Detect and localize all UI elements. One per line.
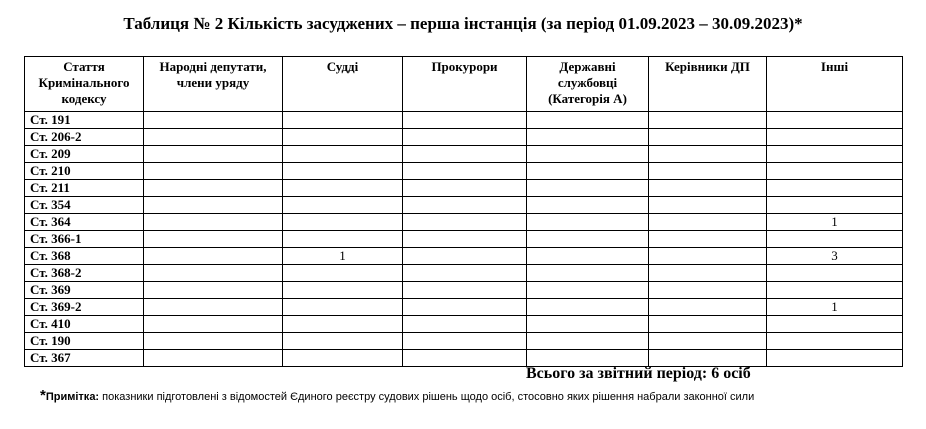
cell-others: 3 — [767, 248, 903, 265]
cell-judges — [283, 333, 403, 350]
cell-prosecutors — [403, 214, 527, 231]
cell-soe-heads — [649, 129, 767, 146]
cell-others — [767, 333, 903, 350]
cell-soe-heads — [649, 333, 767, 350]
column-header-judges: Судді — [283, 57, 403, 112]
cell-civil-servants — [527, 197, 649, 214]
cell-prosecutors — [403, 316, 527, 333]
cell-civil-servants — [527, 112, 649, 129]
cell-prosecutors — [403, 350, 527, 367]
table-row — [25, 146, 903, 163]
cell-article: Ст. 190 — [25, 333, 144, 350]
cell-mps — [144, 112, 283, 129]
cell-article: Ст. 206-2 — [25, 129, 144, 146]
cell-mps — [144, 248, 283, 265]
cell-mps — [144, 180, 283, 197]
cell-civil-servants — [527, 214, 649, 231]
cell-judges — [283, 197, 403, 214]
table-header-row — [25, 57, 903, 112]
cell-soe-heads — [649, 214, 767, 231]
cell-soe-heads — [649, 112, 767, 129]
cell-article: Ст. 367 — [25, 350, 144, 367]
cell-others — [767, 180, 903, 197]
cell-prosecutors — [403, 146, 527, 163]
cell-others — [767, 146, 903, 163]
table-row — [25, 231, 903, 248]
cell-judges — [283, 180, 403, 197]
column-header-soe-heads: Керівники ДП — [649, 57, 767, 112]
footnote-asterisk: * — [40, 387, 46, 404]
cell-article: Ст. 364 — [25, 214, 144, 231]
cell-mps — [144, 129, 283, 146]
cell-soe-heads — [649, 282, 767, 299]
table-row — [25, 248, 903, 265]
table-body — [25, 112, 903, 367]
table-row — [25, 333, 903, 350]
table-row — [25, 180, 903, 197]
cell-prosecutors — [403, 333, 527, 350]
cell-civil-servants — [527, 265, 649, 282]
cell-mps — [144, 197, 283, 214]
cell-others — [767, 129, 903, 146]
column-header-civil-servants: Державні службовці (Категорія А) — [527, 57, 649, 112]
cell-others — [767, 163, 903, 180]
footnote-label: Примітка: — [45, 391, 100, 403]
cell-prosecutors — [403, 197, 527, 214]
cell-others — [767, 197, 903, 214]
period-total: Всього за звітний період: 6 осіб — [526, 365, 751, 382]
cell-prosecutors — [403, 180, 527, 197]
cell-others — [767, 350, 903, 367]
cell-soe-heads — [649, 231, 767, 248]
table-row — [25, 163, 903, 180]
cell-civil-servants — [527, 129, 649, 146]
column-header-prosecutors: Прокурори — [403, 57, 527, 112]
cell-judges — [283, 265, 403, 282]
cell-article: Ст. 369 — [25, 282, 144, 299]
cell-article: Ст. 191 — [25, 112, 144, 129]
table-row — [25, 129, 903, 146]
cell-mps — [144, 163, 283, 180]
page-title: Таблиця № 2 Кількість засуджених – перша інстанція (за період 01.09.2023 – 30.09.2023)* — [123, 14, 803, 33]
cell-civil-servants — [527, 231, 649, 248]
footnote — [40, 387, 754, 404]
cell-others: 1 — [767, 299, 903, 316]
convictions-table — [24, 56, 903, 367]
cell-judges — [283, 316, 403, 333]
cell-article: Ст. 368-2 — [25, 265, 144, 282]
cell-soe-heads — [649, 146, 767, 163]
cell-civil-servants — [527, 146, 649, 163]
table-row — [25, 214, 903, 231]
cell-judges: 1 — [283, 248, 403, 265]
cell-mps — [144, 214, 283, 231]
cell-prosecutors — [403, 282, 527, 299]
cell-others — [767, 265, 903, 282]
cell-civil-servants — [527, 163, 649, 180]
cell-civil-servants — [527, 282, 649, 299]
cell-prosecutors — [403, 299, 527, 316]
cell-article: Ст. 209 — [25, 146, 144, 163]
cell-soe-heads — [649, 163, 767, 180]
cell-soe-heads — [649, 350, 767, 367]
column-header-article: Стаття Кримінального кодексу — [25, 57, 144, 112]
table-row — [25, 299, 903, 316]
column-header-mps: Народні депутати, члени уряду — [144, 57, 283, 112]
table-row — [25, 197, 903, 214]
cell-mps — [144, 282, 283, 299]
cell-civil-servants — [527, 299, 649, 316]
footnote-text: показники підготовлені з відомостей Єдиного реєстру судових рішень щодо осіб, стосовно яких рішення набрали законної сили — [99, 391, 755, 403]
cell-soe-heads — [649, 316, 767, 333]
cell-judges — [283, 112, 403, 129]
cell-civil-servants — [527, 248, 649, 265]
cell-mps — [144, 299, 283, 316]
table-row — [25, 350, 903, 367]
cell-others: 1 — [767, 214, 903, 231]
table-row — [25, 112, 903, 129]
cell-prosecutors — [403, 248, 527, 265]
table-row — [25, 282, 903, 299]
cell-article: Ст. 210 — [25, 163, 144, 180]
cell-judges — [283, 129, 403, 146]
cell-judges — [283, 231, 403, 248]
cell-mps — [144, 316, 283, 333]
cell-soe-heads — [649, 180, 767, 197]
cell-civil-servants — [527, 180, 649, 197]
table-row — [25, 316, 903, 333]
table-row — [25, 265, 903, 282]
cell-judges — [283, 163, 403, 180]
cell-civil-servants — [527, 316, 649, 333]
cell-others — [767, 112, 903, 129]
cell-judges — [283, 350, 403, 367]
cell-others — [767, 231, 903, 248]
cell-judges — [283, 282, 403, 299]
cell-prosecutors — [403, 265, 527, 282]
cell-judges — [283, 146, 403, 163]
cell-civil-servants — [527, 350, 649, 367]
cell-soe-heads — [649, 265, 767, 282]
cell-judges — [283, 299, 403, 316]
cell-article: Ст. 366-1 — [25, 231, 144, 248]
cell-others — [767, 282, 903, 299]
cell-mps — [144, 265, 283, 282]
cell-others — [767, 316, 903, 333]
cell-prosecutors — [403, 112, 527, 129]
cell-soe-heads — [649, 197, 767, 214]
cell-mps — [144, 333, 283, 350]
cell-prosecutors — [403, 231, 527, 248]
cell-judges — [283, 214, 403, 231]
cell-prosecutors — [403, 129, 527, 146]
column-header-others: Інші — [767, 57, 903, 112]
cell-article: Ст. 211 — [25, 180, 144, 197]
cell-mps — [144, 146, 283, 163]
cell-civil-servants — [527, 333, 649, 350]
cell-soe-heads — [649, 248, 767, 265]
cell-soe-heads — [649, 299, 767, 316]
cell-prosecutors — [403, 163, 527, 180]
cell-article: Ст. 354 — [25, 197, 144, 214]
cell-article: Ст. 368 — [25, 248, 144, 265]
cell-article: Ст. 410 — [25, 316, 144, 333]
cell-article: Ст. 369-2 — [25, 299, 144, 316]
cell-mps — [144, 231, 283, 248]
cell-mps — [144, 350, 283, 367]
